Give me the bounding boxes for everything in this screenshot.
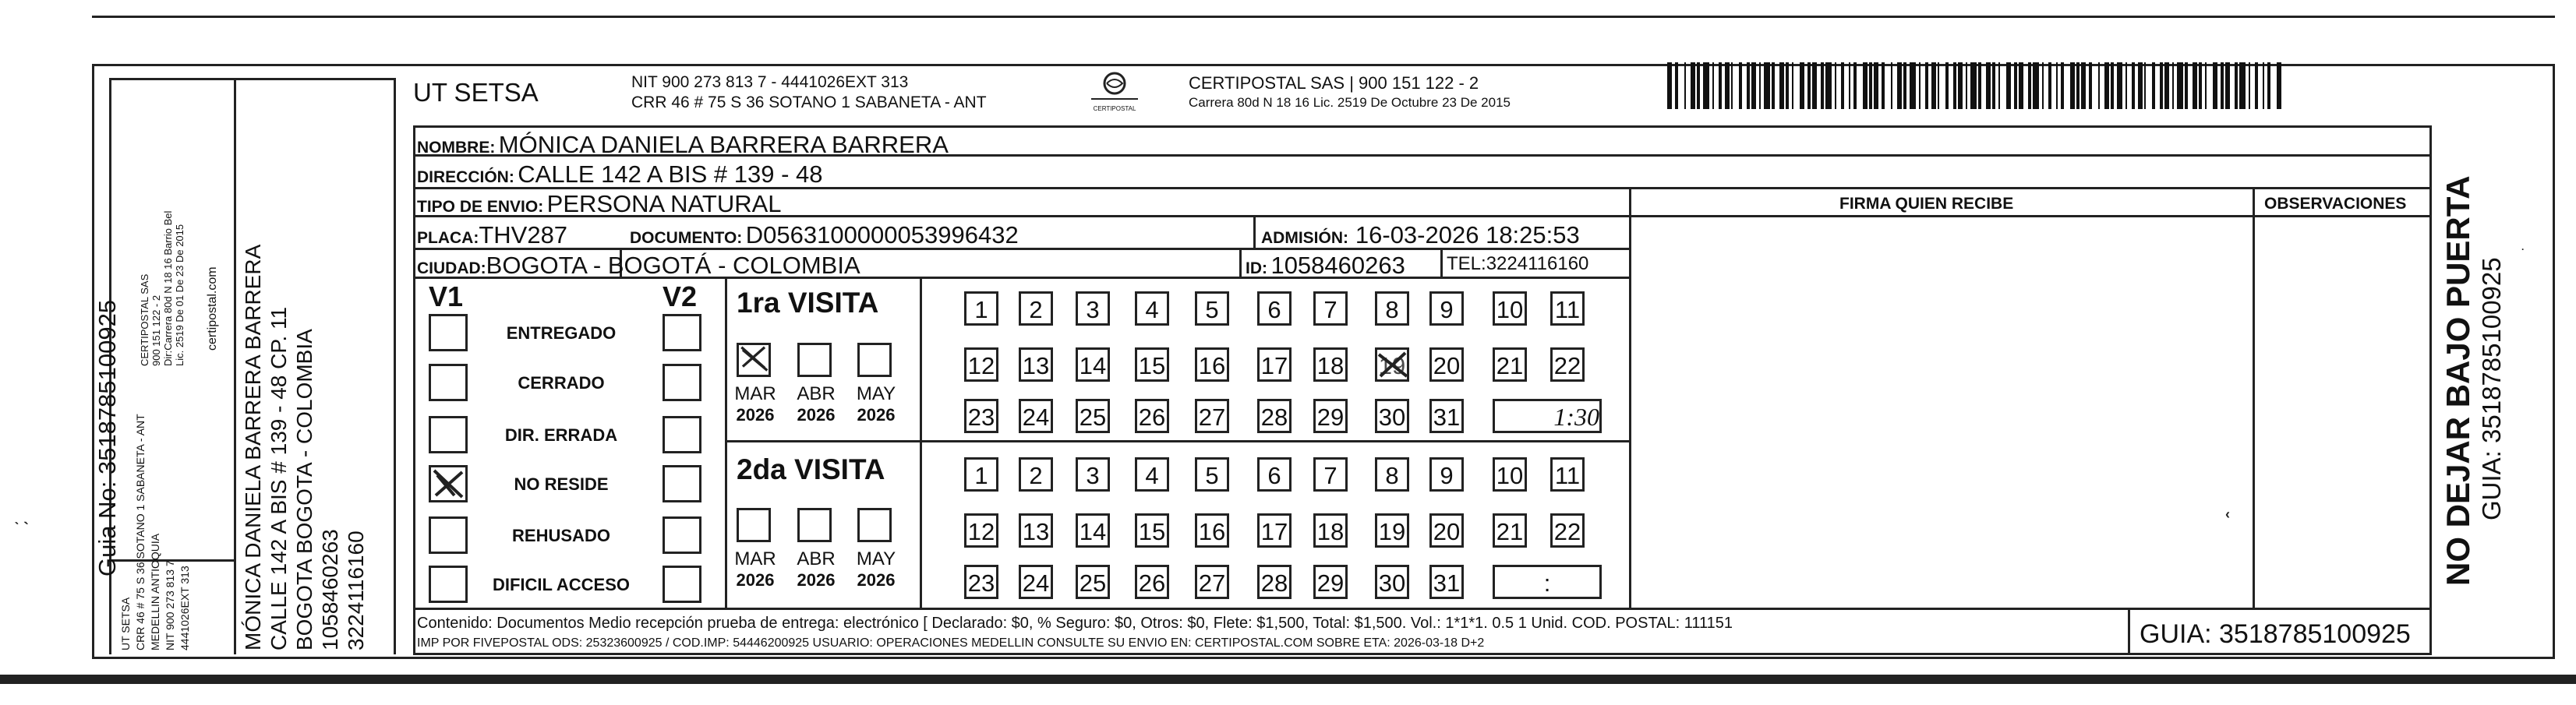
day-box[interactable]: 22 <box>1550 347 1585 382</box>
day-box[interactable]: 24 <box>1019 565 1053 599</box>
month-label: MAR <box>734 548 776 569</box>
year-label: 2026 <box>736 570 775 590</box>
day-box[interactable]: 13 <box>1019 513 1053 548</box>
company-name: UT SETSA <box>413 78 539 107</box>
direccion-row: DIRECCIÓN: CALLE 142 A BIS # 139 - 48 <box>417 160 823 188</box>
month-box[interactable] <box>737 343 771 377</box>
month-label: ABR <box>797 548 836 569</box>
day-box[interactable]: 9 <box>1429 457 1464 492</box>
status-checkbox-v1[interactable] <box>429 314 468 351</box>
day-box[interactable]: 28 <box>1257 565 1292 599</box>
day-box[interactable]: 22 <box>1550 513 1585 548</box>
day-box[interactable]: 23 <box>964 565 998 599</box>
day-box[interactable]: 3 <box>1076 457 1110 492</box>
day-box[interactable]: 17 <box>1257 513 1292 548</box>
nombre-row: NOMBRE: MÓNICA DANIELA BARRERA BARRERA <box>417 131 949 158</box>
tipo-value: PERSONA NATURAL <box>546 190 782 217</box>
day-box[interactable]: 25 <box>1076 565 1110 599</box>
day-box[interactable]: 16 <box>1195 347 1229 382</box>
day-box[interactable]: 16 <box>1195 513 1229 548</box>
website-text: certipostal.com <box>206 266 219 351</box>
day-box[interactable]: 12 <box>964 513 998 548</box>
day-box[interactable]: 15 <box>1135 347 1169 382</box>
time-box-second[interactable]: : <box>1493 565 1602 599</box>
status-label: REHUSADO <box>512 526 610 545</box>
day-box[interactable]: 1 <box>964 291 998 326</box>
day-box[interactable]: 5 <box>1195 457 1229 492</box>
day-box[interactable]: 7 <box>1313 291 1348 326</box>
grid-line <box>725 440 1631 442</box>
status-checkbox-v2[interactable] <box>663 465 701 502</box>
status-checkbox-v1[interactable] <box>429 465 468 502</box>
status-label: NO RESIDE <box>514 474 609 494</box>
month-box[interactable] <box>737 508 771 542</box>
certipostal-line-1: CERTIPOSTAL SAS | 900 151 122 - 2 <box>1189 73 1479 93</box>
status-checkbox-v1[interactable] <box>429 364 468 401</box>
sender-block: UT SETSA CRR 46 # 75 S 36 SOTANO 1 SABANETA - ANT MEDELLIN ANTIOQUIA NIT 900 273 813 7 4441026EXT 313 <box>119 414 191 650</box>
day-box[interactable]: 14 <box>1076 347 1110 382</box>
grid-line <box>725 277 727 609</box>
grid-line <box>2253 187 2255 609</box>
v1-header: V1 <box>429 280 464 312</box>
id-row: ID: 1058460263 <box>1246 252 1405 279</box>
day-box[interactable]: 4 <box>1135 457 1169 492</box>
day-box[interactable]: 24 <box>1019 399 1053 433</box>
month-label: MAY <box>856 548 896 569</box>
grid-line <box>1629 187 1631 609</box>
first-visit-title: 1ra VISITA <box>737 287 879 319</box>
day-box[interactable]: 28 <box>1257 399 1292 433</box>
recipient-block: MÓNICA DANIELA BARRERA BARRERA CALLE 142 A BIS # 139 - 48 CP. 11 BOGOTA BOGOTA - COLOMBIA 1058460263 3224116160 <box>241 244 368 650</box>
month-box[interactable] <box>857 508 892 542</box>
admision-row: ADMISIÓN: 16-03-2026 18:25:53 <box>1261 221 1580 249</box>
tel-row: TEL:3224116160 <box>1447 253 1589 274</box>
day-box[interactable]: 21 <box>1493 347 1527 382</box>
observaciones-label: OBSERVACIONES <box>2264 195 2407 213</box>
nit-line-2: CRR 46 # 75 S 36 SOTANO 1 SABANETA - ANT <box>631 93 987 111</box>
day-box[interactable]: 8 <box>1375 457 1409 492</box>
tel-value: 3224116160 <box>1486 253 1589 274</box>
firma-label: FIRMA QUIEN RECIBE <box>1839 195 2014 213</box>
day-box[interactable]: 3 <box>1076 291 1110 326</box>
day-box[interactable]: 8 <box>1375 291 1409 326</box>
status-checkbox-v2[interactable] <box>663 516 701 554</box>
documento-value: D0563100000053996432 <box>745 221 1019 249</box>
status-checkbox-v2[interactable] <box>663 416 701 453</box>
month-box[interactable] <box>797 343 832 377</box>
contenido-text: Contenido: Documentos Medio recepción prueba de entrega: electrónico [ Declarado: $0, % Seguro: $0, Otros: $0, Flete: $1,500, Total: $1,500. Vol.: 1*1*1. 0.5 1 Unid. COD. POSTAL: 111151 <box>417 615 1733 632</box>
day-box[interactable]: 18 <box>1313 513 1348 548</box>
documento-row: DOCUMENTO: D0563100000053996432 <box>630 221 1019 249</box>
day-box[interactable]: 21 <box>1493 513 1527 548</box>
day-box[interactable]: 20 <box>1429 513 1464 548</box>
id-value: 1058460263 <box>1270 252 1405 279</box>
grid-line <box>1239 248 1242 277</box>
left-panel-rule <box>394 78 396 654</box>
day-box[interactable]: 14 <box>1076 513 1110 548</box>
no-dejar-warning: NO DEJAR BAJO PUERTA <box>2440 175 2476 586</box>
year-label: 2026 <box>797 405 836 425</box>
stray-mark: ˋ ` <box>14 520 29 538</box>
status-label: DIFICIL ACCESO <box>492 575 630 594</box>
grid-line <box>413 125 2432 128</box>
month-x-icon <box>739 342 769 373</box>
month-box[interactable] <box>797 508 832 542</box>
status-checkbox-v2[interactable] <box>663 364 701 401</box>
day-box[interactable]: 12 <box>964 347 998 382</box>
day-box[interactable]: 19 <box>1375 513 1409 548</box>
certipostal-stamp: CERTIPOSTAL SAS 900 151 122 - 2 Dir:Carrera 80d N 18 16 Barrio Bel Lic. 2519 De 01 De 23 De 2015 <box>139 210 186 366</box>
day-box[interactable]: 19 <box>1375 347 1409 382</box>
year-label: 2026 <box>857 405 896 425</box>
day-box[interactable]: 5 <box>1195 291 1229 326</box>
grid-line <box>2128 608 2130 654</box>
day-box[interactable]: 18 <box>1313 347 1348 382</box>
day-box[interactable]: 6 <box>1257 291 1292 326</box>
left-panel-rule <box>109 78 394 80</box>
day-box[interactable]: 20 <box>1429 347 1464 382</box>
day-box[interactable]: 1 <box>964 457 998 492</box>
grid-line <box>413 125 415 655</box>
certipostal-line-2: Carrera 80d N 18 16 Lic. 2519 De Octubre 23 De 2015 <box>1189 95 1511 110</box>
second-visit-title: 2da VISITA <box>737 453 885 485</box>
day-box[interactable]: 26 <box>1135 565 1169 599</box>
month-box[interactable] <box>857 343 892 377</box>
day-box[interactable]: 17 <box>1257 347 1292 382</box>
status-label: DIR. ERRADA <box>504 425 618 445</box>
grid-line <box>413 653 2432 655</box>
day-box[interactable]: 27 <box>1195 399 1229 433</box>
day-box[interactable]: 9 <box>1429 291 1464 326</box>
day-box[interactable]: 26 <box>1135 399 1169 433</box>
direccion-value: CALLE 142 A BIS # 139 - 48 <box>518 160 823 188</box>
day-box[interactable]: 10 <box>1493 291 1527 326</box>
check-x-icon <box>431 467 465 500</box>
month-label: MAR <box>734 383 776 404</box>
day-box[interactable]: 6 <box>1257 457 1292 492</box>
guide-number-vertical: Guia No: 3518785100925 <box>94 299 121 576</box>
nit-line-1: NIT 900 273 813 7 - 4441026EXT 313 <box>631 73 909 91</box>
v2-header: V2 <box>663 280 698 312</box>
placa-value: THV287 <box>479 221 568 249</box>
month-label: MAY <box>856 383 896 404</box>
day-box[interactable]: 10 <box>1493 457 1527 492</box>
day-box[interactable]: 25 <box>1076 399 1110 433</box>
year-label: 2026 <box>857 570 896 590</box>
day-box[interactable]: 4 <box>1135 291 1169 326</box>
top-edge <box>92 16 2555 18</box>
stray-mark: . <box>2521 241 2525 252</box>
nombre-value: MÓNICA DANIELA BARRERA BARRERA <box>498 131 949 158</box>
time-box-first[interactable]: 1:30 <box>1493 399 1602 433</box>
day-box[interactable]: 15 <box>1135 513 1169 548</box>
day-box[interactable]: 11 <box>1550 457 1585 492</box>
grid-line <box>920 277 922 609</box>
ciudad-value: BOGOTA - BOGOTÁ - COLOMBIA <box>486 252 860 279</box>
stray-mark: ‹ <box>2225 506 2230 522</box>
status-label: CERRADO <box>518 373 605 393</box>
status-checkbox-v2[interactable] <box>663 314 701 351</box>
admision-value: 16-03-2026 18:25:53 <box>1355 221 1580 249</box>
left-panel-rule <box>234 78 236 654</box>
year-label: 2026 <box>736 405 775 425</box>
day-box[interactable]: 27 <box>1195 565 1229 599</box>
grid-line <box>1440 248 1443 277</box>
footer-guia: GUIA: 3518785100925 <box>2140 619 2411 649</box>
status-checkbox-v1[interactable] <box>429 416 468 453</box>
grid-line <box>2429 125 2432 655</box>
certipostal-logo-icon: CERTIPOSTAL <box>1087 72 1142 111</box>
day-box[interactable]: 30 <box>1375 399 1409 433</box>
day-box[interactable]: 7 <box>1313 457 1348 492</box>
year-label: 2026 <box>797 570 836 590</box>
day-box[interactable]: 11 <box>1550 291 1585 326</box>
day-box[interactable]: 31 <box>1429 399 1464 433</box>
tipo-row: TIPO DE ENVIO: PERSONA NATURAL <box>417 190 782 217</box>
imp-text: IMP POR FIVEPOSTAL ODS: 25323600925 / COD.IMP: 54446200925 USUARIO: OPERACIONES MEDELLIN CONSULTE SU ENVIO EN: CERTIPOSTAL.COM SOBRE ETA: 2026-03-18 D+2 <box>417 636 1485 650</box>
right-guia: GUIA: 3518785100925 <box>2477 257 2506 520</box>
day-box[interactable]: 29 <box>1313 565 1348 599</box>
ciudad-row: CIUDAD:BOGOTA - BOGOTÁ - COLOMBIA <box>417 252 860 279</box>
month-label: ABR <box>797 383 836 404</box>
day-box[interactable]: 23 <box>964 399 998 433</box>
status-label: ENTREGADO <box>506 323 617 343</box>
barcode <box>1667 62 2281 109</box>
status-checkbox-v2[interactable] <box>663 566 701 603</box>
day-box[interactable]: 2 <box>1019 291 1053 326</box>
bottom-edge <box>0 675 2576 684</box>
status-checkbox-v1[interactable] <box>429 516 468 554</box>
day-x-icon <box>1376 350 1412 381</box>
day-box[interactable]: 29 <box>1313 399 1348 433</box>
placa-row: PLACA:THV287 <box>417 221 568 249</box>
day-box[interactable]: 30 <box>1375 565 1409 599</box>
grid-line <box>1253 215 1256 248</box>
day-box[interactable]: 2 <box>1019 457 1053 492</box>
day-box[interactable]: 13 <box>1019 347 1053 382</box>
status-checkbox-v1[interactable] <box>429 566 468 603</box>
day-box[interactable]: 31 <box>1429 565 1464 599</box>
